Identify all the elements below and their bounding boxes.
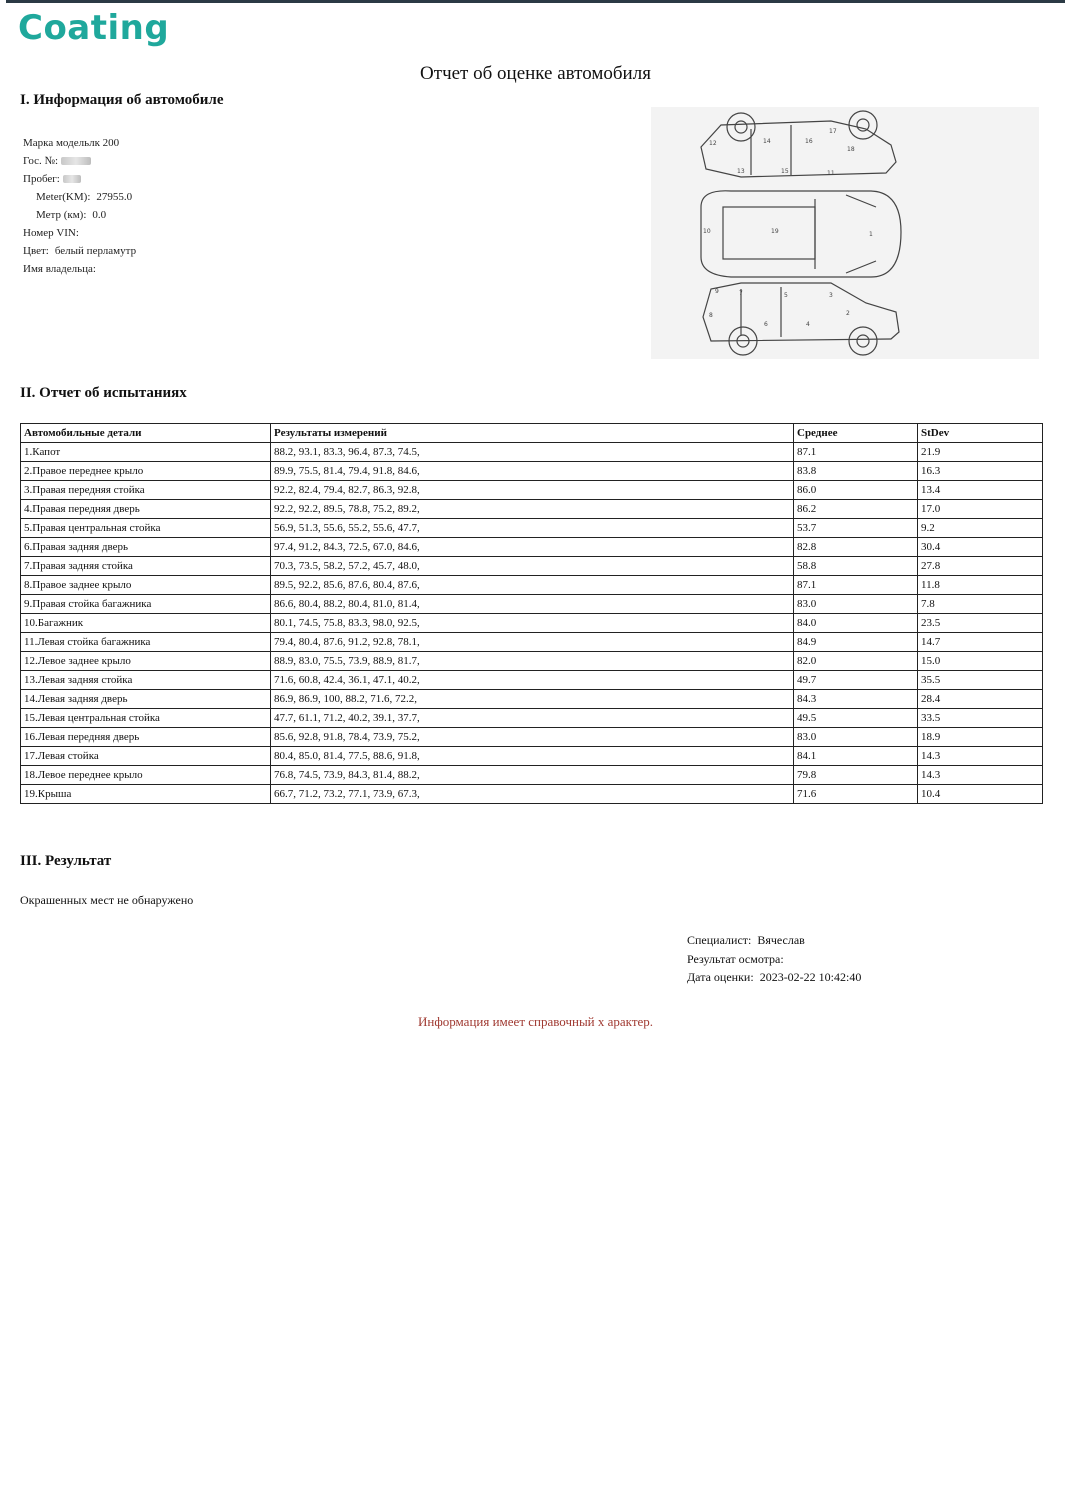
info-line-mileage: Пробег: [23,170,136,188]
column-header-part: Автомобильные детали [21,424,271,443]
cell-measurements: 86.6, 80.4, 88.2, 80.4, 81.0, 81.4, [271,595,794,614]
wheel-icon [849,111,877,139]
cell-measurements: 66.7, 71.2, 73.2, 77.1, 73.9, 67.3, [271,785,794,804]
zone-label-7: 7 [739,290,743,297]
cell-average: 84.0 [794,614,918,633]
cell-part: 1.Капот [21,443,271,462]
cell-part: 7.Правая задняя стойка [21,557,271,576]
cell-average: 49.7 [794,671,918,690]
cell-stdev: 14.3 [918,747,1043,766]
wheel-hub-icon [857,335,869,347]
table-row [21,671,1043,690]
zone-label-13: 13 [737,168,745,175]
table-row [21,500,1043,519]
page-title: Отчет об оценке автомобиля [420,63,651,84]
cell-measurements: 76.8, 74.5, 73.9, 84.3, 81.4, 88.2, [271,766,794,785]
zone-label-15: 15 [781,168,789,175]
inspection-line: Результат осмотра: [687,951,784,966]
redacted-value [61,157,91,165]
cell-part: 13.Левая задняя стойка [21,671,271,690]
table-row [21,747,1043,766]
hood-line [846,261,876,273]
table-body [21,443,1043,804]
cell-part: 14.Левая задняя дверь [21,690,271,709]
cell-measurements: 86.9, 86.9, 100, 88.2, 71.6, 72.2, [271,690,794,709]
zone-label-6: 6 [764,321,768,328]
section-result-heading: III. Результат [20,853,112,869]
cell-average: 84.1 [794,747,918,766]
cell-part: 5.Правая центральная стойка [21,519,271,538]
cell-average: 86.2 [794,500,918,519]
cell-measurements: 88.2, 93.1, 83.3, 96.4, 87.3, 74.5, [271,443,794,462]
section-test-report-heading: II. Отчет об испытаниях [20,385,187,401]
column-header-average: Среднее [794,424,918,443]
cell-measurements: 92.2, 92.2, 89.5, 78.8, 75.2, 89.2, [271,500,794,519]
cell-stdev: 10.4 [918,785,1043,804]
zone-label-18: 18 [847,146,855,153]
cell-stdev: 21.9 [918,443,1043,462]
zone-label-19: 19 [771,228,779,235]
cell-part: 18.Левое переднее крыло [21,766,271,785]
zone-label-9: 9 [715,288,719,295]
specialist-line: Специалист: Вячеслав [687,933,805,947]
zone-label-3: 3 [829,292,833,299]
zone-label-5: 5 [784,292,788,299]
cell-average: 82.8 [794,538,918,557]
cell-part: 15.Левая центральная стойка [21,709,271,728]
info-line-plate: Гос. №: [23,152,136,170]
cell-stdev: 23.5 [918,614,1043,633]
cell-average: 87.1 [794,576,918,595]
table-row [21,690,1043,709]
wheel-hub-icon [735,121,747,133]
cell-measurements: 89.9, 75.5, 81.4, 79.4, 91.8, 84.6, [271,462,794,481]
column-header-measurements: Результаты измерений [271,424,794,443]
signature-block [687,931,861,987]
cell-part: 4.Правая передняя дверь [21,500,271,519]
cell-part: 16.Левая передняя дверь [21,728,271,747]
cell-stdev: 13.4 [918,481,1043,500]
roof-panel [723,207,815,259]
table-row [21,766,1043,785]
table-row [21,728,1043,747]
cell-average: 87.1 [794,443,918,462]
vehicle-info-list [23,134,136,278]
cell-part: 8.Правое заднее крыло [21,576,271,595]
info-line-meter-km: Meter(KM): 27955.0 [36,191,133,203]
table-row [21,481,1043,500]
cell-average: 83.0 [794,595,918,614]
cell-stdev: 28.4 [918,690,1043,709]
cell-measurements: 71.6, 60.8, 42.4, 36.1, 47.1, 40.2, [271,671,794,690]
zone-label-1: 1 [869,231,873,238]
cell-measurements: 80.1, 74.5, 75.8, 83.3, 98.0, 92.5, [271,614,794,633]
hood-line [846,195,876,207]
section-vehicle-info-heading: I. Информация об автомобиле [20,92,224,108]
table-row [21,519,1043,538]
disclaimer-text: Информация имеет справочный х арактер. [417,1014,654,1029]
cell-measurements: 79.4, 80.4, 87.6, 91.2, 92.8, 78.1, [271,633,794,652]
cell-stdev: 15.0 [918,652,1043,671]
zone-label-17: 17 [829,128,837,135]
redacted-value [63,175,81,183]
zone-label-10: 10 [703,228,711,235]
table-row [21,443,1043,462]
cell-measurements: 70.3, 73.5, 58.2, 57.2, 45.7, 48.0, [271,557,794,576]
cell-part: 2.Правое переднее крыло [21,462,271,481]
zone-label-14: 14 [763,138,771,145]
car-diagram [651,107,1039,359]
wheel-icon [849,327,877,355]
cell-measurements: 89.5, 92.2, 85.6, 87.6, 80.4, 87.6, [271,576,794,595]
cell-average: 83.0 [794,728,918,747]
cell-average: 58.8 [794,557,918,576]
cell-measurements: 92.2, 82.4, 79.4, 82.7, 86.3, 92.8, [271,481,794,500]
cell-average: 82.0 [794,652,918,671]
cell-part: 9.Правая стойка багажника [21,595,271,614]
cell-stdev: 11.8 [918,576,1043,595]
cell-stdev: 14.3 [918,766,1043,785]
table-row [21,538,1043,557]
cell-part: 17.Левая стойка [21,747,271,766]
results-table [20,423,1043,804]
table-row [21,785,1043,804]
table-row [21,557,1043,576]
table-row [21,652,1043,671]
cell-measurements: 88.9, 83.0, 75.5, 73.9, 88.9, 81.7, [271,652,794,671]
info-line-vin: Номер VIN: [23,227,79,239]
cell-average: 83.8 [794,462,918,481]
cell-average: 53.7 [794,519,918,538]
zone-label-2: 2 [846,310,850,317]
cell-part: 19.Крыша [21,785,271,804]
cell-average: 84.3 [794,690,918,709]
cell-average: 86.0 [794,481,918,500]
table-row [21,462,1043,481]
cell-stdev: 35.5 [918,671,1043,690]
table-row [21,633,1043,652]
cell-stdev: 27.8 [918,557,1043,576]
cell-average: 84.9 [794,633,918,652]
cell-stdev: 18.9 [918,728,1043,747]
cell-stdev: 17.0 [918,500,1043,519]
table-header-row [21,424,1043,443]
cell-part: 11.Левая стойка багажника [21,633,271,652]
zone-label-8: 8 [709,312,713,319]
table-row [21,595,1043,614]
cell-average: 71.6 [794,785,918,804]
cell-stdev: 16.3 [918,462,1043,481]
zone-label-12: 12 [709,140,717,147]
cell-part: 3.Правая передняя стойка [21,481,271,500]
cell-stdev: 9.2 [918,519,1043,538]
car-diagram-svg [651,107,1039,359]
cell-measurements: 80.4, 85.0, 81.4, 77.5, 88.6, 91.8, [271,747,794,766]
cell-part: 10.Багажник [21,614,271,633]
zone-label-4: 4 [806,321,810,328]
info-line-color: Цвет: белый перламутр [23,245,137,257]
zone-label-11: 11 [827,170,835,177]
info-line-meter: Метр (км): 0.0 [36,209,107,221]
info-line-model: Марка модельлк 200 [23,137,120,149]
cell-measurements: 47.7, 61.1, 71.2, 40.2, 39.1, 37.7, [271,709,794,728]
cell-stdev: 33.5 [918,709,1043,728]
cell-part: 12.Левое заднее крыло [21,652,271,671]
result-summary: Окрашенных мест не обнаружено [20,893,194,907]
table-row [21,614,1043,633]
date-line: Дата оценки: 2023-02-22 10:42:40 [687,970,862,984]
cell-stdev: 7.8 [918,595,1043,614]
brand-logo: Coating [18,8,170,48]
wheel-hub-icon [857,119,869,131]
zone-label-16: 16 [805,138,813,145]
info-line-owner: Имя владельца: [23,263,96,275]
column-header-stdev: StDev [918,424,1043,443]
top-rule [6,0,1065,3]
cell-measurements: 85.6, 92.8, 91.8, 78.4, 73.9, 75.2, [271,728,794,747]
table-row [21,576,1043,595]
cell-measurements: 97.4, 91.2, 84.3, 72.5, 67.0, 84.6, [271,538,794,557]
cell-average: 79.8 [794,766,918,785]
table-row [21,709,1043,728]
cell-average: 49.5 [794,709,918,728]
cell-stdev: 14.7 [918,633,1043,652]
cell-part: 6.Правая задняя дверь [21,538,271,557]
cell-stdev: 30.4 [918,538,1043,557]
cell-measurements: 56.9, 51.3, 55.6, 55.2, 55.6, 47.7, [271,519,794,538]
